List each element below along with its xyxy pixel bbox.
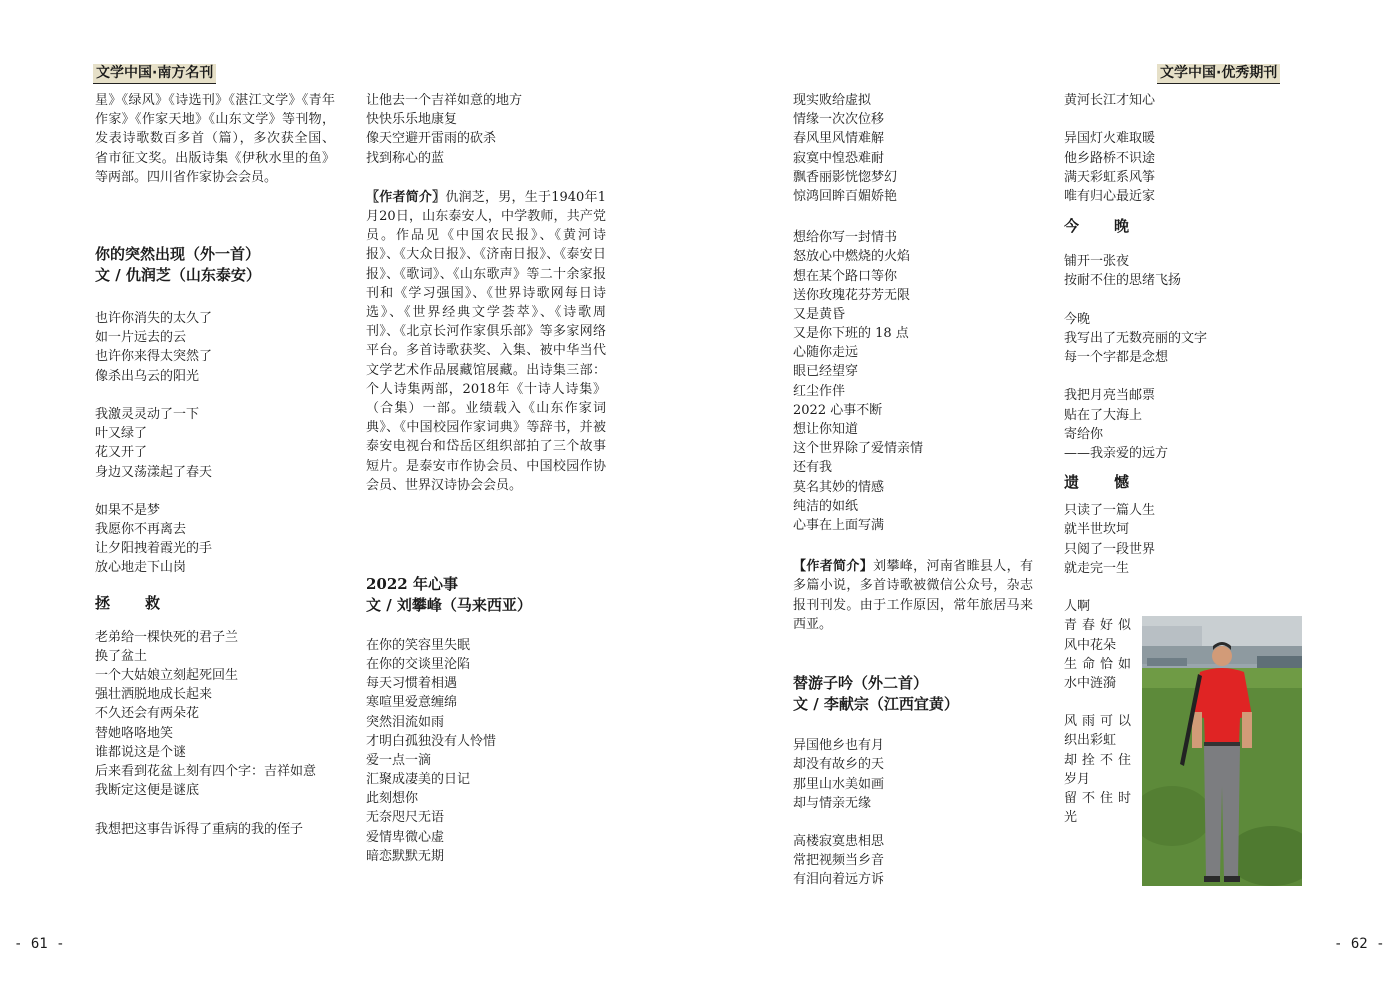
verse-line: 常把视频当乡音 — [793, 853, 885, 869]
poem-title: 今 晚 — [1064, 217, 1140, 236]
verse-line: ——我亲爱的远方 — [1064, 446, 1169, 461]
bio-text: 仇润芝，男，生于1940年1月20日，山东泰安人，中学教师，共产党员。作品见《中国农民报》、《黄河诗报》、《大众日报》、《济南日报》、《泰安日报》、《歌词》、《山东歌声》等二十余家报刊和《学习强国》、《世界诗歌网每日诗选》、《世界经典文学荟萃》、《诗歌周刊》、《北京长河作家俱乐部》等多家网络平台。多首诗歌获奖、入集、被中华当代文学艺术作品展藏馆展藏。出诗集三部：个人诗集两部，2018年《十诗人诗集》（合集）一部。业绩载入《山东作家词典》、《中国校园作家词典》等辞书，并被泰安电视台和岱岳区组织部拍了三个故事短片。是泰安市作协会员、中国校园作协会员、世界汉诗协会会员。 — [366, 189, 606, 493]
verse-line: 就走完一生 — [1064, 560, 1130, 576]
poem-title: 你的突然出现（外一首） — [95, 245, 261, 263]
verse-line: 情缘一次次位移 — [793, 112, 885, 128]
verse-line: 莫名其妙的情感 — [793, 479, 885, 495]
header-left: 文学中国·南方名刊 — [93, 64, 216, 84]
verse-line: 想让你知道 — [793, 422, 859, 437]
verse-line: 暗恋默默无期 — [366, 848, 445, 864]
verse-line: 心随你走远 — [793, 345, 859, 361]
verse-line: 只读了一篇人生 — [1064, 503, 1156, 519]
verse-line: 青春好似 — [1064, 618, 1137, 634]
bio-label: 【作者简介】 — [793, 559, 874, 575]
author-photo — [1142, 616, 1302, 886]
stanza — [366, 636, 606, 866]
poem-author: 文 / 仇润芝（山东泰安） — [95, 266, 261, 284]
verse-line: 那里山水美如画 — [793, 776, 885, 792]
stanza — [1064, 712, 1136, 827]
verse-line: 如一片远去的云 — [95, 330, 187, 346]
verse-line: 爱情卑微心虚 — [366, 829, 445, 845]
verse-line: 寂寞中惶恐难耐 — [793, 150, 885, 166]
verse-line: 后来看到花盆上刻有四个字：吉祥如意 — [95, 763, 317, 779]
verse-line: 叶又绿了 — [95, 426, 148, 442]
verse-line: 他乡路桥不识途 — [1064, 150, 1156, 166]
stanza — [95, 405, 335, 482]
stanza — [95, 628, 335, 801]
verse-line: 我激灵灵动了一下 — [95, 406, 200, 422]
stanza — [793, 91, 1033, 206]
verse-line: 也许你消失的太久了 — [95, 311, 213, 326]
verse-line: 有泪向着远方诉 — [793, 872, 885, 888]
verse-line: 异国他乡也有月 — [793, 738, 885, 754]
verse-line: 快快乐乐地康复 — [366, 112, 458, 128]
verse-line: 让夕阳拽着霞光的手 — [95, 541, 213, 557]
verse-line: 谁都说这是个谜 — [95, 744, 187, 760]
verse-line: 想在某个路口等你 — [793, 268, 898, 284]
column-2 — [366, 91, 606, 866]
verse-line: 替她咯咯地笑 — [95, 725, 174, 741]
stanza — [793, 736, 1033, 813]
verse-line: 身边又荡漾起了春天 — [95, 464, 213, 480]
header-right: 文学中国·优秀期刊 — [1157, 64, 1280, 84]
verse-line: 每天习惯着相遇 — [366, 676, 458, 692]
verse-line: 在你的笑容里失眠 — [366, 637, 471, 653]
verse-line: 无奈咫尺无语 — [366, 810, 445, 826]
verse-line: 风雨可以 — [1064, 714, 1137, 730]
verse-line: 心事在上面写满 — [793, 517, 885, 533]
verse-line: 还有我 — [793, 460, 833, 476]
verse-line: 春风里风情难解 — [793, 131, 885, 147]
verse-line: 异国灯火难取暖 — [1064, 131, 1156, 147]
verse-line: 强壮洒脱地成长起来 — [95, 687, 213, 703]
verse-line: 飘香丽影恍惚梦幻 — [793, 169, 898, 185]
verse-line: 留不住时 — [1064, 791, 1137, 806]
verse-line: 又是你下班的 18 点 — [793, 326, 909, 342]
stanza — [95, 309, 335, 386]
stanza — [1064, 310, 1304, 368]
verse-line: 才明白孤独没有人怜惜 — [366, 733, 497, 749]
poem-title: 替游子吟（外二首） — [793, 674, 929, 693]
verse-line: 像杀出乌云的阳光 — [95, 368, 200, 384]
poem-title: 拯 救 — [95, 593, 171, 612]
verse-line: 水中涟漪 — [1064, 675, 1117, 691]
verse-line: 织出彩虹 — [1064, 733, 1117, 749]
verse-line: 我写出了无数亮丽的文字 — [1064, 330, 1208, 346]
verse-line: 纯洁的如纸 — [793, 498, 859, 514]
verse-line: 铺开一张夜 — [1064, 254, 1130, 270]
verse-line: 2022 心事不断 — [793, 402, 883, 418]
verse-line: 此刻想你 — [366, 791, 419, 807]
verse-line: 这个世界除了爱情亲情 — [793, 441, 924, 457]
verse-line: 今晚 — [1064, 311, 1091, 327]
page-number-right: - 62 - — [1334, 936, 1385, 952]
verse-line: 突然泪流如雨 — [366, 714, 445, 730]
verse-line: 我想把这事告诉得了重病的我的侄子 — [95, 821, 304, 837]
verse-line: 我断定这便是谜底 — [95, 783, 200, 799]
verse-line: 唯有归心最近家 — [1064, 188, 1156, 204]
verse-line: 现实败给虚拟 — [793, 93, 872, 108]
verse-line: 老弟给一棵快死的君子兰 — [95, 629, 239, 645]
verse-line: 按耐不住的思绪飞扬 — [1064, 273, 1182, 289]
verse-line: 眼已经望穿 — [793, 364, 859, 380]
verse-line: 贴在了大海上 — [1064, 407, 1143, 423]
verse-line: 爱一点一滴 — [366, 752, 432, 768]
verse-line: 每一个字都是念想 — [1064, 350, 1169, 366]
verse-line: 怒放心中燃烧的火焰 — [793, 249, 911, 265]
verse-line: 高楼寂寞患相思 — [793, 834, 885, 850]
stanza — [793, 228, 1033, 535]
bio-label: 〖作者简介〗 — [366, 189, 446, 205]
verse-line: 又是黄昏 — [793, 306, 846, 322]
verse-line: 我把月亮当邮票 — [1064, 388, 1156, 404]
stanza — [793, 832, 1033, 890]
verse-line: 风中花朵 — [1064, 637, 1117, 653]
verse-line: 惊鸿回眸百媚娇艳 — [793, 188, 898, 204]
poem-author: 文 / 李献宗（江西宜黄） — [793, 695, 959, 714]
poem-title: 遗 憾 — [1064, 473, 1140, 492]
verse-line: 汇聚成凄美的日记 — [366, 772, 471, 788]
verse-line: 像天空避开雷雨的砍杀 — [366, 131, 497, 147]
stanza — [1064, 597, 1136, 693]
verse-line: 不久还会有两朵花 — [95, 706, 200, 722]
verse-line: 却拴不住 — [1064, 752, 1137, 768]
verse-line: 红尘作伴 — [793, 383, 846, 399]
verse-line: 一个大姑娘立刻起死回生 — [95, 668, 239, 683]
verse-line: 却没有故乡的天 — [793, 757, 885, 773]
verse-line: 光 — [1064, 810, 1078, 826]
verse-line: 寄给你 — [1064, 426, 1104, 442]
bio-tail: 星》《绿风》《诗选刊》《湛江文学》《青年作家》《作家天地》《山东文学》等刊物，发表诗歌数百多首（篇），多次获全国、省市征文奖。出版诗集《伊秋水里的鱼》等两部。四川省作家协会会员。 — [95, 93, 335, 185]
verse-line: 让他去一个吉祥如意的地方 — [366, 93, 523, 108]
verse-line: 却与情亲无缘 — [793, 795, 872, 811]
page-number-left: - 61 - — [14, 936, 65, 952]
verse-line: 如果不是梦 — [95, 502, 161, 518]
author-bio — [793, 557, 1033, 635]
author-bio — [366, 188, 606, 538]
verse-line: 我愿你不再离去 — [95, 522, 187, 538]
stanza — [1064, 129, 1304, 206]
verse-line: 在你的交谈里沦陷 — [366, 656, 471, 672]
column-3 — [793, 91, 1033, 890]
verse-line: 花又开了 — [95, 445, 148, 461]
verse-line: 寒喧里爱意缠绵 — [366, 695, 458, 711]
stanza — [95, 501, 335, 578]
verse-line: 送你玫瑰花芬芳无限 — [793, 287, 911, 303]
bio-text: 刘攀峰，河南省睢县人，有多篇小说，多首诗歌被微信公众号，杂志报刊刊发。由于工作原因，常年旅居马来西亚。 — [793, 559, 1033, 632]
verse-line: 岁月 — [1064, 771, 1091, 787]
stanza — [1064, 501, 1304, 578]
verse-line: 换了盆土 — [95, 648, 148, 664]
verse-line: 只阅了一段世界 — [1064, 541, 1156, 557]
stanza — [1064, 252, 1304, 290]
verse-line: 就半世坎坷 — [1064, 522, 1130, 538]
poem-author: 文 / 刘攀峰（马来西亚） — [366, 595, 532, 614]
poem-title: 2022 年心事 — [366, 574, 458, 593]
verse-line: 放心地走下山岗 — [95, 560, 187, 576]
verse-line: 找到称心的蓝 — [366, 150, 445, 166]
verse-line: 想给你写一封情书 — [793, 230, 898, 246]
verse-line: 黄河长江才知心 — [1064, 93, 1156, 108]
verse-line: 满天彩虹系风筝 — [1064, 169, 1156, 185]
column-1 — [95, 91, 335, 839]
verse-line: 生命恰如 — [1064, 656, 1137, 672]
verse-line: 也许你来得太突然了 — [95, 349, 213, 365]
stanza — [1064, 386, 1304, 463]
verse-line: 人啊 — [1064, 599, 1091, 615]
